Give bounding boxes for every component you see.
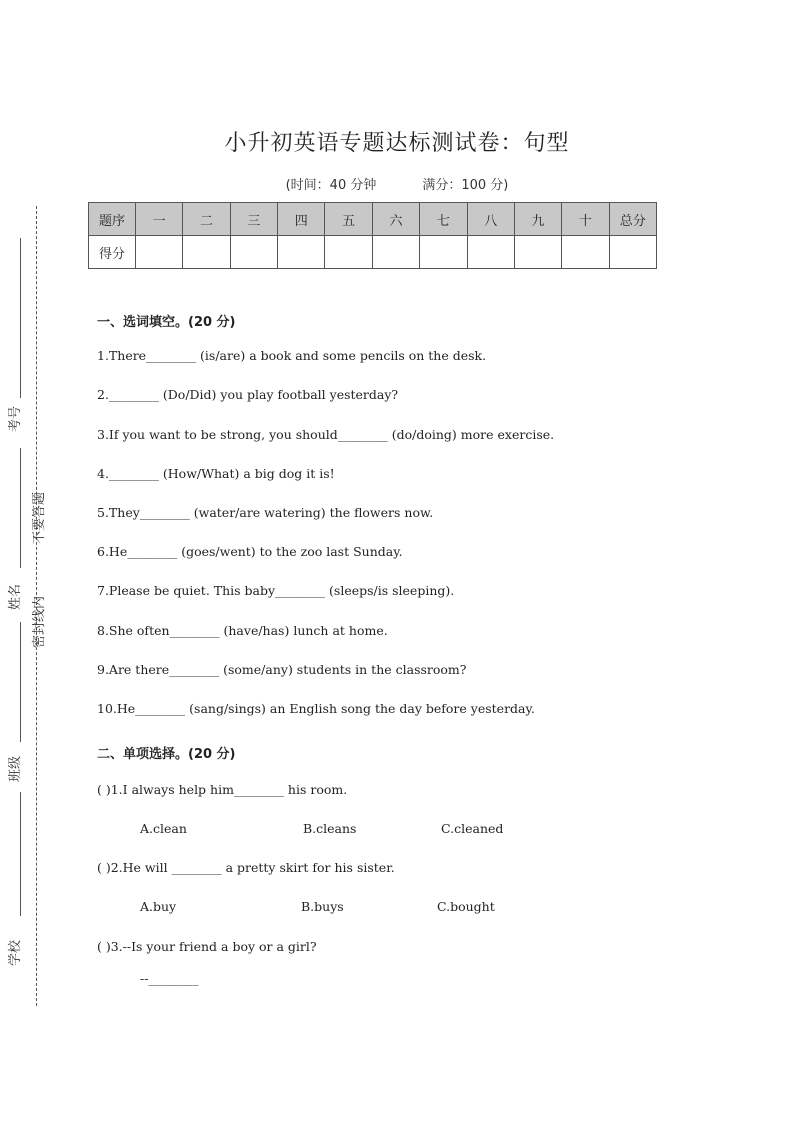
exam-full-score: 满分：100 分) — [422, 178, 509, 193]
score-header-cell: 一 — [136, 203, 183, 236]
school-line[interactable] — [20, 792, 21, 916]
student-id-label: 考号 — [8, 405, 23, 432]
choice-question: ( )3.--Is your friend a boy or a girl? — [97, 939, 317, 954]
score-header-cell: 三 — [230, 203, 277, 236]
exam-info — [0, 174, 794, 193]
choice-option[interactable]: B.buys — [301, 899, 344, 914]
school-label: 学校 — [8, 939, 23, 966]
score-input-cell[interactable] — [609, 236, 656, 269]
score-row-label: 得分 — [89, 236, 136, 269]
choice-option[interactable]: B.cleans — [303, 821, 357, 836]
score-input-cell[interactable] — [420, 236, 467, 269]
score-header-cell: 十 — [562, 203, 609, 236]
question-item: 3.If you want to be strong, you should________ (do/doing) more exercise. — [97, 427, 555, 442]
score-table-score-row — [89, 236, 657, 269]
score-input-cell[interactable] — [230, 236, 277, 269]
section-2-heading: 二、单项选择。(20 分) — [97, 747, 236, 762]
question-item: 4.________ (How/What) a big dog it is! — [97, 466, 335, 481]
score-header-cell: 六 — [372, 203, 419, 236]
name-label: 姓名 — [8, 583, 23, 610]
score-header-cell: 七 — [420, 203, 467, 236]
student-id-line[interactable] — [20, 238, 21, 398]
question-item: 5.They________ (water/are watering) the flowers now. — [97, 505, 434, 520]
page-title: 小升初英语专题达标测试卷：句型 — [224, 131, 570, 156]
score-header-cell: 二 — [183, 203, 230, 236]
score-table — [88, 202, 657, 269]
question-item: 9.Are there________ (some/any) students in the classroom? — [97, 662, 467, 677]
score-input-cell[interactable] — [467, 236, 514, 269]
question-item: 6.He________ (goes/went) to the zoo last Sunday. — [97, 544, 403, 559]
question-item: 1.There________ (is/are) a book and some pencils on the desk. — [97, 348, 487, 363]
seal-line-warning: 密封线内 — [32, 595, 47, 648]
section-1-heading: 一、选词填空。(20 分) — [97, 315, 236, 330]
class-line[interactable] — [20, 622, 21, 742]
choice-option[interactable]: A.clean — [140, 821, 187, 836]
score-input-cell[interactable] — [325, 236, 372, 269]
score-input-cell[interactable] — [183, 236, 230, 269]
score-input-cell[interactable] — [136, 236, 183, 269]
question-item: 8.She often________ (have/has) lunch at home. — [97, 623, 388, 638]
score-header-cell: 总分 — [609, 203, 656, 236]
choice-option[interactable]: C.cleaned — [441, 821, 504, 836]
class-label: 班级 — [8, 755, 23, 782]
score-header-cell: 题序 — [89, 203, 136, 236]
choice-option[interactable]: C.bought — [437, 899, 495, 914]
name-line[interactable] — [20, 448, 21, 568]
score-input-cell[interactable] — [278, 236, 325, 269]
score-header-cell: 九 — [514, 203, 561, 236]
choice-option[interactable]: A.buy — [140, 899, 177, 914]
score-header-cell: 五 — [325, 203, 372, 236]
score-header-cell: 八 — [467, 203, 514, 236]
question-item: 7.Please be quiet. This baby________ (sleeps/is sleeping). — [97, 583, 455, 598]
score-input-cell[interactable] — [514, 236, 561, 269]
score-input-cell[interactable] — [562, 236, 609, 269]
choice-question: ( )1.I always help him________ his room. — [97, 782, 348, 797]
score-header-cell: 四 — [278, 203, 325, 236]
question-item: 10.He________ (sang/sings) an English song the day before yesterday. — [97, 701, 535, 716]
no-answer-warning: 不要答题 — [32, 491, 47, 544]
score-table-header-row — [89, 203, 657, 236]
choice-question: ( )2.He will ________ a pretty skirt for his sister. — [97, 860, 395, 875]
score-input-cell[interactable] — [372, 236, 419, 269]
answer-line: --________ — [140, 971, 199, 986]
exam-time: (时间：40 分钟 — [285, 178, 377, 193]
question-item: 2.________ (Do/Did) you play football yesterday? — [97, 387, 399, 402]
